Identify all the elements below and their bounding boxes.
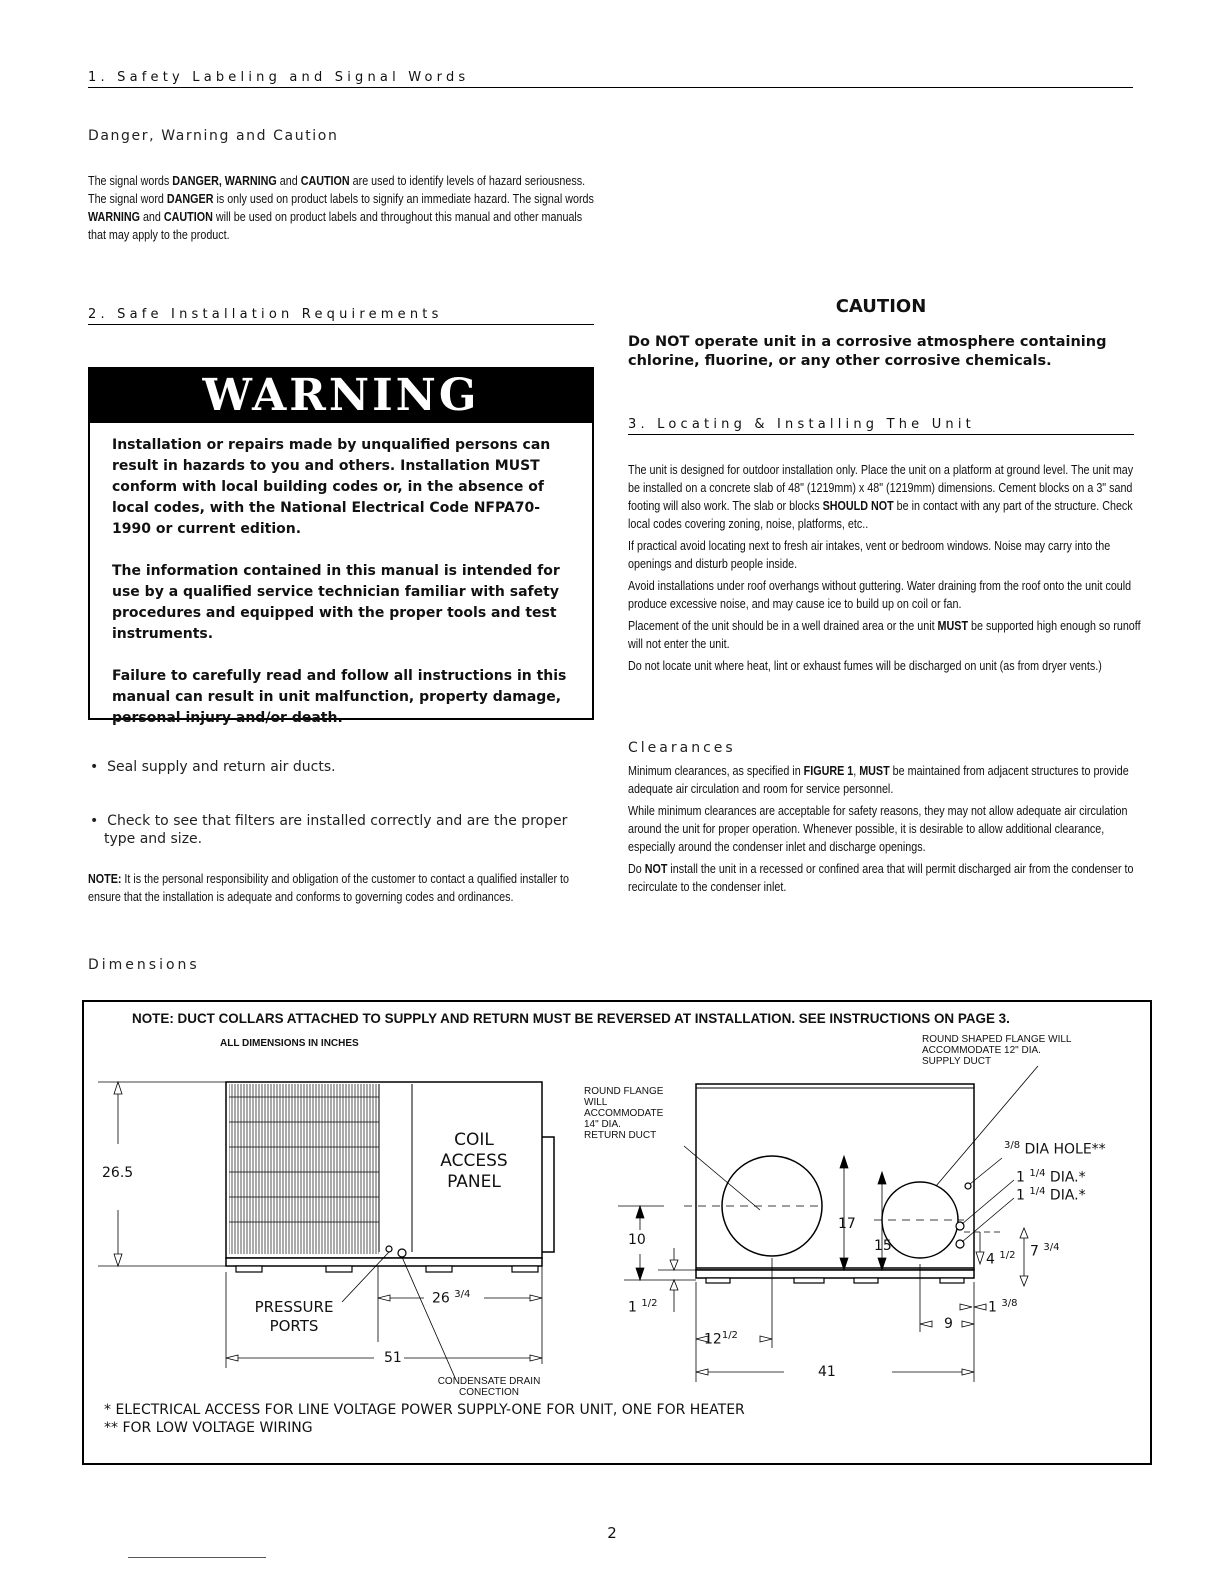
- warning-p3: Failure to carefully read and follow all instructions in this manual can result in unit malfunction, property damage, personal injury and/or death.: [112, 668, 567, 726]
- section1-paragraph: The signal words DANGER, WARNING and CAUTION are used to identify levels of hazard seriousness. The signal word DANGER is only used on product labels to signify an immediate hazard. The signal words WARNING and CAUTION will be used on product labels and throughout this manual and other manuals that may apply to the product.: [88, 174, 594, 242]
- section3-heading: 3. Locating & Installing The Unit: [628, 417, 1134, 435]
- dim-12-1-2: $12^{1/2}$: [704, 1330, 738, 1348]
- section3-p5: Do not locate unit where heat, lint or exhaust fumes will be discharged on unit (as from dryer vents.): [628, 659, 1102, 673]
- bullet-dot: •: [90, 813, 108, 829]
- dim-7-3-4: 7 $^{3/4}$: [1030, 1242, 1060, 1260]
- electrical-access-label-1: 1 $^{1/4}$ DIA.*: [1016, 1168, 1086, 1186]
- caution-text: Do NOT operate unit in a corrosive atmosphere containing chlorine, fluorine, or any other corrosive chemicals.: [628, 334, 1107, 369]
- dim-9: 9: [944, 1316, 953, 1332]
- electrical-access-label-2: 1 $^{1/4}$ DIA.*: [1016, 1186, 1086, 1204]
- section3-p1: The unit is designed for outdoor installation only. Place the unit on a platform at ground level. The unit may be installed on a concrete slab of 48" (1219mm) x 48" (1219mm) dimensions. Cement blocks on a 3" sand footing will also work. The slab or blocks SHOULD NOT be in contact with any part of the structure. Check local codes covering zoning, noise, platforms, etc..: [628, 463, 1134, 531]
- section3-p4: Placement of the unit should be in a well drained area or the unit MUST be supported high enough so runoff will not enter the unit.: [628, 619, 1141, 651]
- bullet-dot: •: [90, 759, 108, 775]
- condensate-drain-label: CONDENSATE DRAIN CONECTION: [437, 1376, 541, 1398]
- figure-note: NOTE: DUCT COLLARS ATTACHED TO SUPPLY AND RETURN MUST BE REVERSED AT INSTALLATION. SEE INSTRUCTIONS ON PAGE 3.: [132, 1010, 1010, 1026]
- all-dimensions-label: ALL DIMENSIONS IN INCHES: [220, 1038, 359, 1049]
- warning-p2: The information contained in this manual is intended for use by a qualified service technician familiar with safety procedures and equipped with the proper tools and test instruments.: [112, 563, 560, 642]
- footnote-electrical: * ELECTRICAL ACCESS FOR LINE VOLTAGE POWER SUPPLY-ONE FOR UNIT, ONE FOR HEATER: [104, 1402, 745, 1418]
- page-number: 2: [607, 1524, 617, 1542]
- hole-label: $^{3/8}$ DIA HOLE**: [1004, 1140, 1106, 1158]
- dim-width-front: 51: [384, 1350, 402, 1366]
- dimensions-figure: [82, 1000, 1152, 1465]
- dim-41: 41: [818, 1364, 836, 1380]
- dim-10: 10: [628, 1232, 646, 1248]
- section1-subheading: Danger, Warning and Caution: [88, 128, 339, 144]
- side-view: [618, 1066, 1038, 1382]
- warning-box: [88, 367, 594, 726]
- warning-body: [90, 423, 592, 729]
- section3-p3: Avoid installations under roof overhangs without guttering. Water draining from the roof onto the unit could produce excessive noise, and may cause ice to build up on coil or fan.: [628, 579, 1132, 611]
- bullet-seal-ducts: • Seal supply and return air ducts.: [90, 759, 336, 775]
- section2-heading: 2. Safe Installation Requirements: [88, 307, 594, 325]
- clearances-p2: While minimum clearances are acceptable for safety reasons, they may not allow adequate air circulation around the unit for proper operation. Whenever possible, it is desirable to allow additional clearance, especially around the condenser inlet and discharge openings.: [628, 804, 1128, 854]
- dim-1-1-2: 1 $^{1/2}$: [628, 1298, 658, 1316]
- footer-rule: [128, 1557, 266, 1558]
- section1-heading-text: 1. Safety Labeling and Signal Words: [88, 70, 470, 85]
- section2-note: NOTE: It is the personal responsibility and obligation of the customer to contact a qualified installer to ensure that the installation is adequate and conforms to governing codes and ordinances.: [88, 872, 570, 904]
- dim-1-3-8: 1 $^{3/8}$: [988, 1298, 1018, 1316]
- pressure-ports-label: PRESSURE PORTS: [254, 1298, 334, 1335]
- section3-body: [628, 461, 1224, 679]
- dim-17: 17: [838, 1216, 856, 1232]
- clearances-body: [628, 762, 1224, 900]
- coil-access-panel-label: COIL ACCESS PANEL: [440, 1130, 508, 1192]
- dimensions-heading: Dimensions: [88, 957, 200, 973]
- dim-height-front: 26.5: [102, 1165, 134, 1181]
- warning-p1: Installation or repairs made by unqualified persons can result in hazards to you and others. Installation MUST conform with local building codes or, in the absence of local codes, with the National Electrical Code NFPA70-1990 or current edition.: [112, 437, 551, 537]
- clearances-p3: Do NOT install the unit in a recessed or confined area that will permit discharged air from the condenser to recirculate to the condenser inlet.: [628, 862, 1134, 894]
- bullet-check-filters: • Check to see that filters are installed correctly and are the proper type and size.: [90, 813, 568, 847]
- dim-4-1-2: 4 $^{1/2}$: [986, 1250, 1016, 1268]
- section1-heading: [88, 70, 1133, 88]
- dim-base-depth: 26 $^{3/4}$: [432, 1289, 471, 1307]
- warning-title: WARNING: [202, 370, 480, 421]
- warning-banner: [90, 369, 592, 423]
- return-flange-label: ROUND FLANGE WILL ACCOMMODATE 14" DIA. RETURN DUCT: [584, 1086, 664, 1141]
- dim-15: 15: [874, 1238, 892, 1254]
- caution-title: CAUTION: [835, 296, 927, 317]
- section3-p2: If practical avoid locating next to fresh air intakes, vent or bedroom windows. Noise may carry into the openings and disturb people inside.: [628, 539, 1111, 571]
- clearances-heading: Clearances: [628, 740, 736, 756]
- footnote-low-voltage: ** FOR LOW VOLTAGE WIRING: [104, 1420, 313, 1436]
- supply-flange-label: ROUND SHAPED FLANGE WILL ACCOMMODATE 12" DIA. SUPPLY DUCT: [922, 1034, 1072, 1067]
- clearances-p1: Minimum clearances, as specified in FIGURE 1, MUST be maintained from adjacent structures to provide adequate air circulation and room for service personnel.: [628, 764, 1129, 796]
- unit-drawing: [84, 1002, 1150, 1463]
